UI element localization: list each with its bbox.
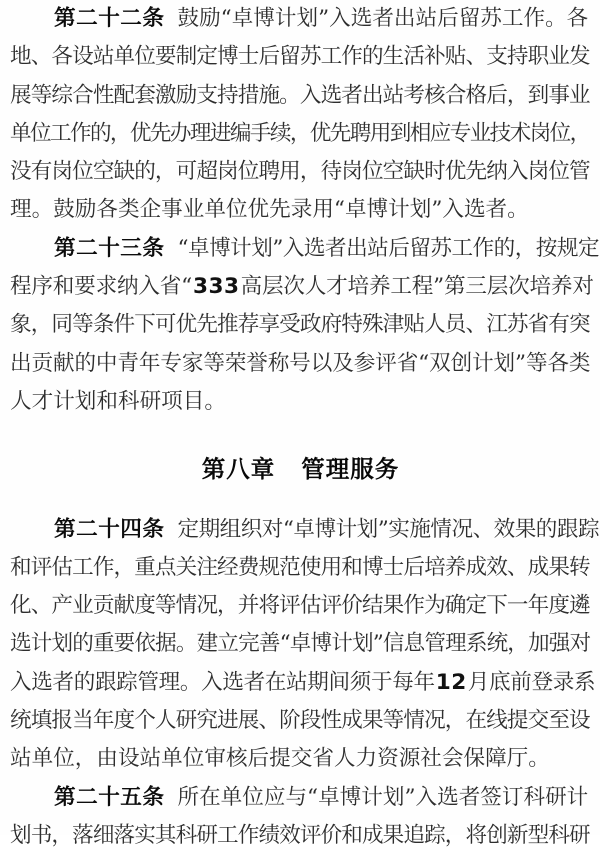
article-24-label: 第二十四条 (54, 516, 165, 542)
article-23-line-1 (10, 230, 600, 268)
article-24-line-6: 统填报当年度个人研究进展、阶段性成果等情况，在线提交至设 (10, 708, 590, 734)
article-23-line-2-text-a: 程序和要求纳入省“ (10, 274, 192, 300)
article-23-line-5: 人才计划和科研项目。 (10, 388, 226, 414)
article-23-line-2 (10, 268, 594, 306)
article-22-line-3: 展等综合性配套激励支持措施。入选者出站考核合格后，到事业 (10, 82, 590, 108)
article-24-line-5 (10, 664, 596, 702)
article-24-line-3: 化、产业贡献度等情况，并将评估评价结果作为确定下一年度遴 (10, 593, 590, 619)
article-24-line-1 (10, 511, 600, 549)
article-22-line-1-text: 鼓励“卓博计划”入选者出站后留苏工作。各 (177, 6, 589, 31)
article-24-line-5-text-b: 月底前登录系 (467, 669, 596, 695)
article-22-line-1 (10, 0, 591, 38)
article-24-line-4: 选计划的重要依据。建立完善“卓博计划”信息管理系统，加强对 (10, 631, 591, 657)
inline-number-12: 12 (435, 669, 467, 695)
chapter-heading-space-above (10, 421, 591, 450)
article-22-line-2: 地、各设站单位要制定博士后留苏工作的生活补贴、支持职业发 (10, 44, 590, 70)
inline-number-333: 333 (193, 274, 240, 300)
article-23-line-4: 出贡献的中青年专家等荣誉称号以及参评省“双创计划”等各类 (10, 350, 591, 376)
chapter-number: 第八章 (201, 455, 276, 484)
article-23-line-2-text-b: 高层次人才培养工程”第三层次培养对 (240, 274, 594, 300)
document-body (10, 0, 600, 855)
article-25-label: 第二十五条 (54, 784, 165, 810)
article-24-line-1-text: 定期组织对“卓博计划”实施情况、效果的跟踪 (177, 516, 600, 542)
article-25-line-1 (10, 779, 591, 817)
chapter-heading-space-below (10, 489, 591, 511)
chapter-heading (10, 450, 591, 488)
chapter-title: 管理服务 (301, 455, 400, 484)
article-23-line-3: 象，同等条件下可优先推荐享受政府特殊津贴人员、江苏省有突 (10, 312, 590, 338)
article-24-line-7: 站单位，由设站单位审核后提交省人力资源社会保障厅。 (10, 746, 550, 772)
article-23-line-1-text: “卓博计划”入选者出站后留苏工作的，按规定 (177, 235, 600, 261)
article-24-line-5-text-a: 入选者的跟踪管理。入选者在站期间须于每年 (10, 669, 435, 695)
article-23-label: 第二十三条 (54, 235, 165, 261)
article-22-line-5: 没有岗位空缺的，可超岗位聘用，待岗位空缺时优先纳入岗位管 (10, 159, 590, 185)
article-22-line-4: 单位工作的，优先办理进编手续，优先聘用到相应专业技术岗位， (10, 120, 590, 146)
article-25-line-1-text: 所在单位应与“卓博计划”入选者签订科研计 (177, 784, 589, 810)
article-25-line-2: 划书，落细落实其科研工作绩效评价和成果追踪，将创新型科研 (10, 822, 590, 848)
article-24-line-2: 和评估工作，重点关注经费规范使用和博士后培养成效、成果转 (10, 554, 590, 580)
article-22-label: 第二十二条 (54, 6, 165, 31)
article-22-line-6: 理。鼓励各类企事业单位优先录用“卓博计划”入选者。 (10, 197, 529, 223)
